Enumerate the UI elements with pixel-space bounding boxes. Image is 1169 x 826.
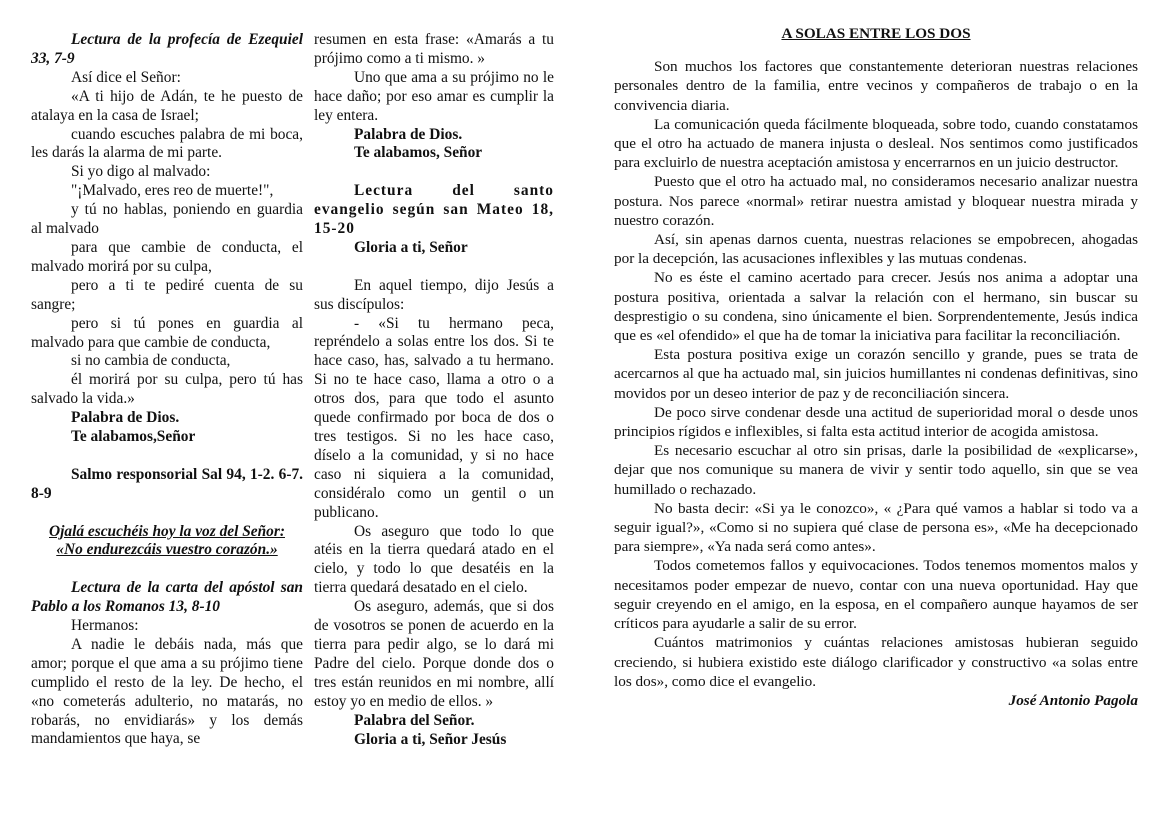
gospel-acclamation: Gloria a ti, Señor — [354, 238, 468, 256]
commentary-paragraph: Son muchos los factores que constantemente deterioran nuestras relaciones personales dentro de la familia, entre vecinos y compañeros de trabajo o en la convivencia diaria. — [614, 58, 1138, 114]
gospel-closing: Palabra del Señor. — [354, 711, 475, 729]
gospel-paragraph: En aquel tiempo, dijo Jesús a sus discípulos: — [314, 276, 554, 313]
reading-line: «A ti hijo de Adán, te he puesto de atalaya en la casa de Israel; — [31, 87, 303, 124]
second-reading-title: Lectura de la carta del apóstol san Pablo a los Romanos 13, 8-10 — [31, 579, 303, 616]
commentary-paragraph: No es éste el camino acertado para crecer. Jesús nos anima a adoptar una postura positiva, orientada a salvar la relación con el hermano, sin buscar su desprestigio o su condena, sino únicamente el bien. Sorprendentemente, Jesús indica que es «el ofendido» el que ha de tomar la iniciativa para facilitar la reconciliación. — [614, 269, 1138, 345]
right-column — [614, 24, 1138, 710]
reading-line: si no cambia de conducta, — [71, 352, 231, 370]
commentary-paragraph: Así, sin apenas darnos cuenta, nuestras relaciones se empobrecen, ahogadas por la decepción, las acusaciones inflexibles y las mutuas condenas. — [614, 231, 1138, 268]
gospel-paragraph: Os aseguro que todo lo que atéis en la tierra quedará atado en el cielo, y todo lo que desatéis en la tierra quedará desatado en el cielo. — [314, 522, 554, 597]
reading-line: cuando escuches palabra de mi boca, les darás la alarma de mi parte. — [31, 125, 303, 162]
commentary-paragraph: De poco sirve condenar desde una actitud de superioridad moral o desde unos principios rígidos e inflexibles, si falta esta actitud interior de acogida amistosa. — [614, 403, 1138, 441]
reading-line: pero si tú pones en guardia al malvado para que cambie de conducta, — [31, 314, 303, 351]
reading-line: "¡Malvado, eres reo de muerte!", — [71, 182, 274, 200]
reading-line: Uno que ama a su prójimo no le hace daño; por eso amar es cumplir la ley entera. — [314, 68, 554, 124]
author-signature: José Antonio Pagola — [1008, 691, 1138, 709]
reading-closing: Palabra de Dios. — [354, 125, 463, 143]
psalm-response: Ojalá escuchéis hoy la voz del Señor: — [49, 522, 285, 540]
reading-line: y tú no hablas, poniendo en guardia al malvado — [31, 201, 303, 238]
gospel-response: Gloria a ti, Señor Jesús — [354, 730, 507, 748]
psalm-response-2: «No endurezcáis vuestro corazón.» — [56, 541, 278, 559]
reading-line: Si yo digo al malvado: — [71, 163, 211, 181]
reading-line: Hermanos: — [71, 617, 139, 635]
reading-line: Así dice el Señor: — [71, 68, 181, 86]
first-reading-title: Lectura de la profecía de Ezequiel 33, 7-9 — [31, 31, 303, 67]
reading-line: para que cambie de conducta, el malvado morirá por su culpa, — [31, 238, 303, 275]
commentary-paragraph: Todos cometemos fallos y equivocaciones. Todos tenemos momentos malos y necesitamos poder empezar de nuevo, contar con una nueva oportunidad. Hay que seguir creyendo en el amigo, en la esposa, en el compañero aunque hayamos de ser críticos para ayudarle a salir de su error. — [614, 557, 1138, 633]
reading-response: Te alabamos, Señor — [354, 144, 483, 162]
reading-line: él morirá por su culpa, pero tú has salvado la vida.» — [31, 371, 303, 408]
gospel-paragraph: Os aseguro, además, que si dos de vosotros se ponen de acuerdo en la tierra para pedir algo, se lo dará mi Padre del cielo. Porque donde dos o tres están reunidos en mi nombre, allí estoy yo en medio de ellos. » — [314, 598, 554, 710]
commentary-paragraph: No basta decir: «Si ya le conozco», « ¿Para qué vamos a hablar si todo va a seguir igual?», «Como si no supiera qué clase de persona es», «Me ha decepcionado para siempre», «Ya nada será como antes». — [614, 499, 1138, 556]
middle-column — [314, 31, 554, 749]
commentary-paragraph: Esta postura positiva exige un corazón sencillo y grande, pues se trata de acercarnos al que ha actuado mal, sin juicios humillantes ni condenas definitivas, sino movidos por un deseo interior de paz y de reconciliación sincera. — [614, 346, 1138, 402]
commentary-paragraph: Puesto que el otro ha actuado mal, no consideramos necesario analizar nuestra postura. Nos parece «normal» retirar nuestra amistad y bloquear nuestra mirada y nuestro corazón. — [614, 173, 1138, 229]
reading-closing: Palabra de Dios. — [71, 409, 180, 427]
left-column — [31, 31, 303, 749]
commentary-paragraph: Cuántos matrimonios y cuántas relaciones amistosas hubieran seguido creciendo, si hubiera existido este diálogo clarificador y constructivo «a solas entre los dos», como dice el evangelio. — [614, 634, 1138, 690]
psalm-title: Salmo responsorial Sal 94, 1-2. 6-7. 8-9 — [31, 465, 303, 502]
gospel-title: Lectura del santo evangelio según san Mateo 18, 15-20 — [314, 182, 554, 238]
reading-continuation: resumen en esta frase: «Amarás a tu prójimo como a ti mismo. » — [314, 31, 554, 67]
reading-line: pero a ti te pediré cuenta de su sangre; — [31, 276, 303, 313]
commentary-paragraph: La comunicación queda fácilmente bloqueada, sobre todo, cuando constatamos que el otro ha actuado de manera injusta o desleal. Nos sentimos como justificados para excluirlo de nuestra aceptación amistosa y encerrarnos en un juicio destructor. — [614, 115, 1138, 172]
commentary-paragraph: Es necesario escuchar al otro sin prisas, darle la posibilidad de «explicarse», dejar que nos comunique su manera de vivir y sentir todo aquello, sin que se vea humillado o rechazado. — [614, 442, 1138, 498]
gospel-paragraph: - «Si tu hermano peca, repréndelo a solas entre los dos. Si te hace caso, has, salvado a tu hermano. Si no te hace caso, llama a otro o a otros dos, para que todo el asunto quede confirmado por boca de dos o tres testigos. Si no les hace caso, díselo a la comunidad, y si no hace caso ni siquiera a la comunidad, considéralo como un gentil o un publicano. — [314, 314, 554, 521]
reading-response: Te alabamos,Señor — [71, 428, 196, 446]
commentary-title: A SOLAS ENTRE LOS DOS — [781, 25, 971, 42]
reading-line: A nadie le debáis nada, más que amor; porque el que ama a su prójimo tiene cumplido el resto de la ley. De hecho, el «no cometerás adulterio, no matarás, no robarás, no envidiarás» y los demás mandamientos que haya, se — [31, 635, 303, 748]
